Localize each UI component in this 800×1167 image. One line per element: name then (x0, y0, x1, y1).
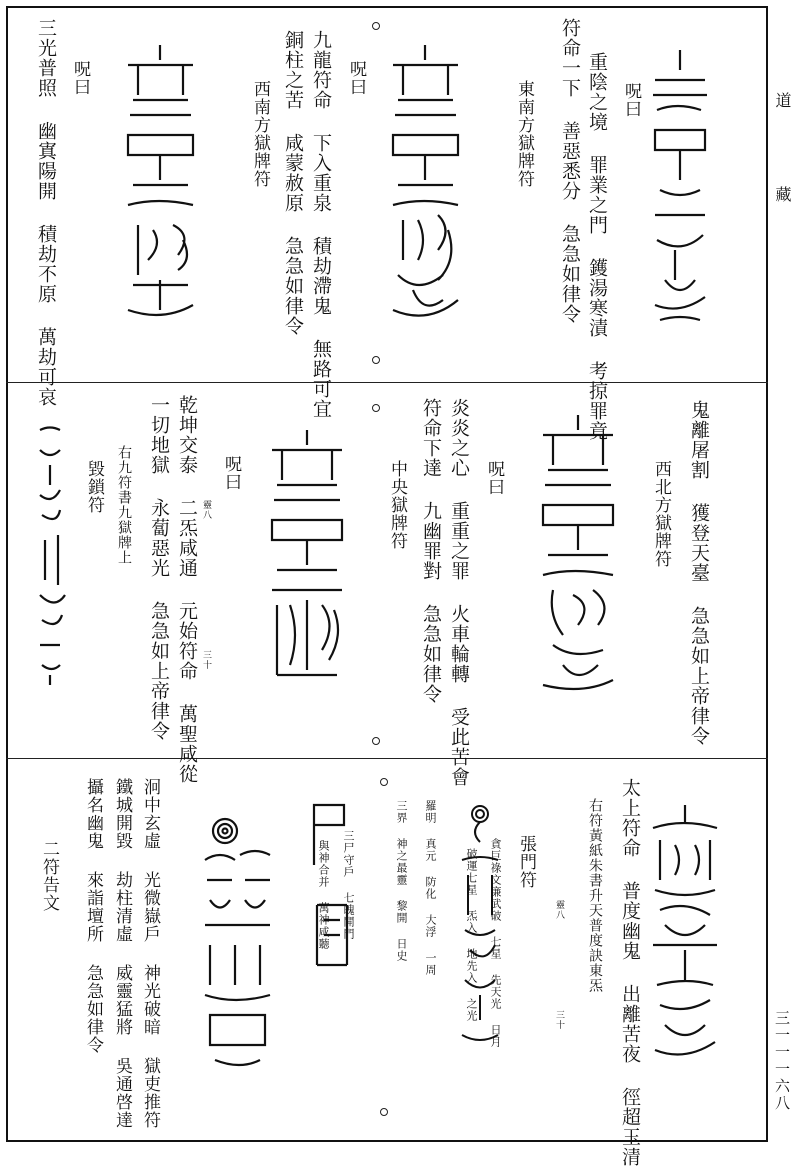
margin-title-2: 藏 (773, 186, 792, 204)
panel-divider-2 (6, 758, 768, 759)
text-col: 三光普照 幽寘陽開 積劫不原 萬劫可哀 (35, 18, 57, 407)
text-col: 泂中玄虛 光微嶽戶 神光破暗 獄吏推符 (140, 778, 160, 1129)
talisman-southwest (118, 40, 203, 330)
text-col: 炎炎之心 重重之罪 火車輪轉 受此苦會 (448, 398, 470, 787)
talisman-title: 西南方獄牌符 (250, 80, 270, 188)
talisman-northwest (533, 410, 623, 700)
circle-mark (372, 22, 380, 30)
talisman-title: 張門符 (516, 835, 536, 889)
talisman-title: 二符告文 (39, 840, 59, 912)
annotation: 三十 (201, 650, 211, 670)
text-col: 鬼離屠割 獲登天臺 急急如上帝律令 (688, 400, 710, 746)
note-text: 右九符書九獄牌上 (116, 445, 132, 565)
annotation: 靈八 (201, 500, 211, 520)
note-text: 右符黃紙朱書升天普度訣東炁 (587, 798, 603, 993)
heading-incantation: 呪曰 (346, 60, 366, 96)
annotation: 靈八 (554, 900, 564, 920)
text-col: 羅明 真元 防化 大浮 一周 (424, 800, 437, 976)
margin-title-1: 道 (773, 92, 792, 110)
text-col: 與神合并 萬神咸聽 (317, 840, 330, 950)
text-col: 銅柱之苦 咸蒙赦原 急急如律令 (282, 30, 304, 336)
text-col: 一切地獄 永蔔惡光 急急如上帝律令 (148, 395, 170, 741)
heading-incantation: 呪曰 (70, 60, 90, 96)
annotation: 三十 (554, 1010, 564, 1030)
page-number: 三一一一六八 (773, 1010, 791, 1112)
talisman-top-right (645, 40, 715, 330)
circle-mark (372, 404, 380, 412)
text-col: 符命一下 善惡悉分 急急如律令 (559, 18, 581, 324)
circle-mark (372, 356, 380, 364)
talisman-title: 東南方獄牌符 (514, 80, 534, 188)
text-col: 破運七星 炁入 地先入 之光 (465, 848, 478, 1022)
text-col: 符命下達 九幽罪對 急急如律令 (420, 398, 442, 704)
heading-incantation: 呪曰 (484, 460, 504, 496)
talisman-spiral (195, 815, 280, 1075)
talisman-title: 西北方獄牌符 (651, 460, 671, 568)
talisman-lock-breaking (30, 420, 70, 690)
text-col: 鐵城開毀 劫柱清虛 威靈猛將 吳通啓達 (112, 778, 132, 1129)
panel-divider-1 (6, 382, 768, 383)
text-col: 攝名幽鬼 來詣壇所 急急如律令 (83, 778, 103, 1054)
talisman-title: 毀鎖符 (84, 460, 104, 514)
circle-mark (380, 778, 388, 786)
text-col: 九龍符命 下入重泉 積劫滯鬼 無路可宜 (310, 30, 332, 419)
text-col: 重陰之境 罪業之門 鑊湯寒漬 考掠罪竟 (586, 52, 608, 441)
text-col: 三尸守戶 七魄開門 (342, 830, 355, 940)
circle-mark (372, 737, 380, 745)
circle-mark (380, 1108, 388, 1116)
talisman-zhangmen (645, 800, 725, 1070)
talisman-southeast (383, 40, 468, 330)
heading-incantation: 呪曰 (621, 82, 641, 118)
text-col: 三界 神之最靈 黎開 日史 (395, 800, 408, 962)
talisman-central (262, 425, 352, 695)
talisman-title: 中央獄牌符 (387, 460, 407, 550)
text-col: 太上符命 普度幽鬼 出離苦夜 徑超玉清 (619, 778, 641, 1167)
text-col: 乾坤交泰 二炁咸通 元始符命 萬聖咸從 (176, 395, 198, 784)
heading-incantation: 呪曰 (221, 455, 241, 491)
text-col: 貪巨祿文廉武破 七星 先天光 日月 (489, 838, 502, 1048)
